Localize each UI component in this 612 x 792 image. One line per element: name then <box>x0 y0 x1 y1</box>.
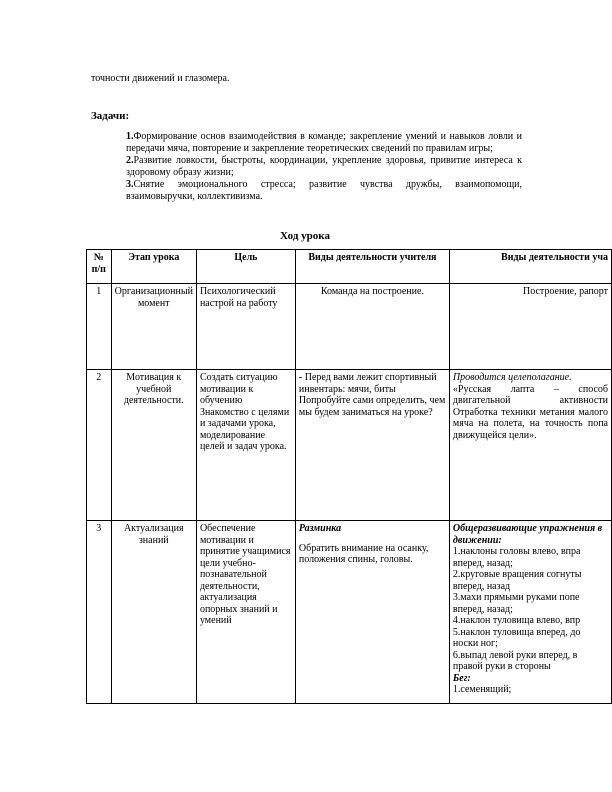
task-text: Снятие эмоционального стресса; развитие чувства дружбы, взаимопомощи, взаимовыручки, коллективизма. <box>126 179 522 202</box>
task-item <box>126 155 522 179</box>
row-goal: Психологический настрой на работу <box>196 284 295 370</box>
students-title: Общеразвивающие упражнения в движении: <box>452 523 603 546</box>
lesson-table <box>86 249 612 704</box>
lesson-heading <box>0 230 612 242</box>
table-row <box>87 370 612 521</box>
students-item: 1.наклоны головы влево, впра вперед, назад; <box>452 546 581 569</box>
task-text: Формирование основ взаимодействия в команде; закрепление умений и навыков ловли и передачи мяча, повторение и закрепление теоретических сведений по правилам игры; <box>126 131 522 154</box>
row-teacher <box>295 521 449 704</box>
task-number: 1. <box>126 131 134 142</box>
row-students: Построение, рапорт <box>449 284 611 370</box>
header-num: № п/п <box>87 250 112 284</box>
table-row <box>87 521 612 704</box>
students-item: 4.наклон туловища влево, впр <box>452 615 581 626</box>
teacher-title: Разминка <box>298 523 342 534</box>
row-students <box>449 370 611 521</box>
task-text: Развитие ловкости, быстроты, координации, укрепление здоровья, привитие интереса к здоровому образу жизни; <box>126 155 522 178</box>
row-goal: Обеспечение мотивации и принятие учащимися цели учебно-познавательной деятельности, актуализация опорных знаний и умений <box>196 521 295 704</box>
task-number: 3. <box>126 179 134 190</box>
students-run-item: 1.семенящий; <box>452 684 512 695</box>
header-stage: Этап урока <box>111 250 196 284</box>
tasks-list <box>126 131 522 203</box>
row-teacher: - Перед вами лежит спортивный инвентарь: мячи, биты Попробуйте сами определить, чем мы будем заниматься на уроке? <box>295 370 449 521</box>
lesson-heading-text: Ход урока <box>280 230 330 242</box>
students-item: 5.наклон туловища вперед, до носки ног; <box>452 626 581 649</box>
task-item <box>126 179 522 203</box>
task-number: 2. <box>126 155 134 166</box>
table-header-row <box>87 250 612 284</box>
task-item <box>126 131 522 155</box>
row-goal: Создать ситуацию мотивации к обучению Знакомство с целями и задачами урока, моделирование целей и задач урока. <box>196 370 295 521</box>
row-num: 1 <box>87 284 112 370</box>
row-students <box>449 521 611 704</box>
table-row <box>87 284 612 370</box>
row-num: 3 <box>87 521 112 704</box>
tasks-heading: Задачи: <box>91 110 130 122</box>
header-teacher: Виды деятельности учителя <box>295 250 449 284</box>
row-num: 2 <box>87 370 112 521</box>
students-text: «Русская лапта – способ двигательной активности Отработка техники метания малого мяча на полета, на точность попа движущейся цели». <box>452 383 608 441</box>
students-item: 3.махи прямыми руками попе вперед, назад; <box>452 592 580 615</box>
intro-line: точности движений и глазомера. <box>91 73 230 84</box>
row-stage: Актуализация знаний <box>111 521 196 704</box>
students-item: 2.круговые вращения согнуты вперед, назад <box>452 569 582 592</box>
row-stage: Организационный момент <box>111 284 196 370</box>
students-run-title: Бег: <box>452 672 471 684</box>
row-stage: Мотивация к учебной деятельности. <box>111 370 196 521</box>
header-goal: Цель <box>196 250 295 284</box>
row-teacher: Команда на построение. <box>295 284 449 370</box>
teacher-text: Обратить внимание на осанку, положения спины, головы. <box>298 542 429 565</box>
header-students: Виды деятельности уча <box>449 250 611 284</box>
students-title: Проводится целеполагание. <box>452 372 572 383</box>
students-item: 6.выпад левой руки вперед, в правой руки в стороны <box>452 649 578 672</box>
